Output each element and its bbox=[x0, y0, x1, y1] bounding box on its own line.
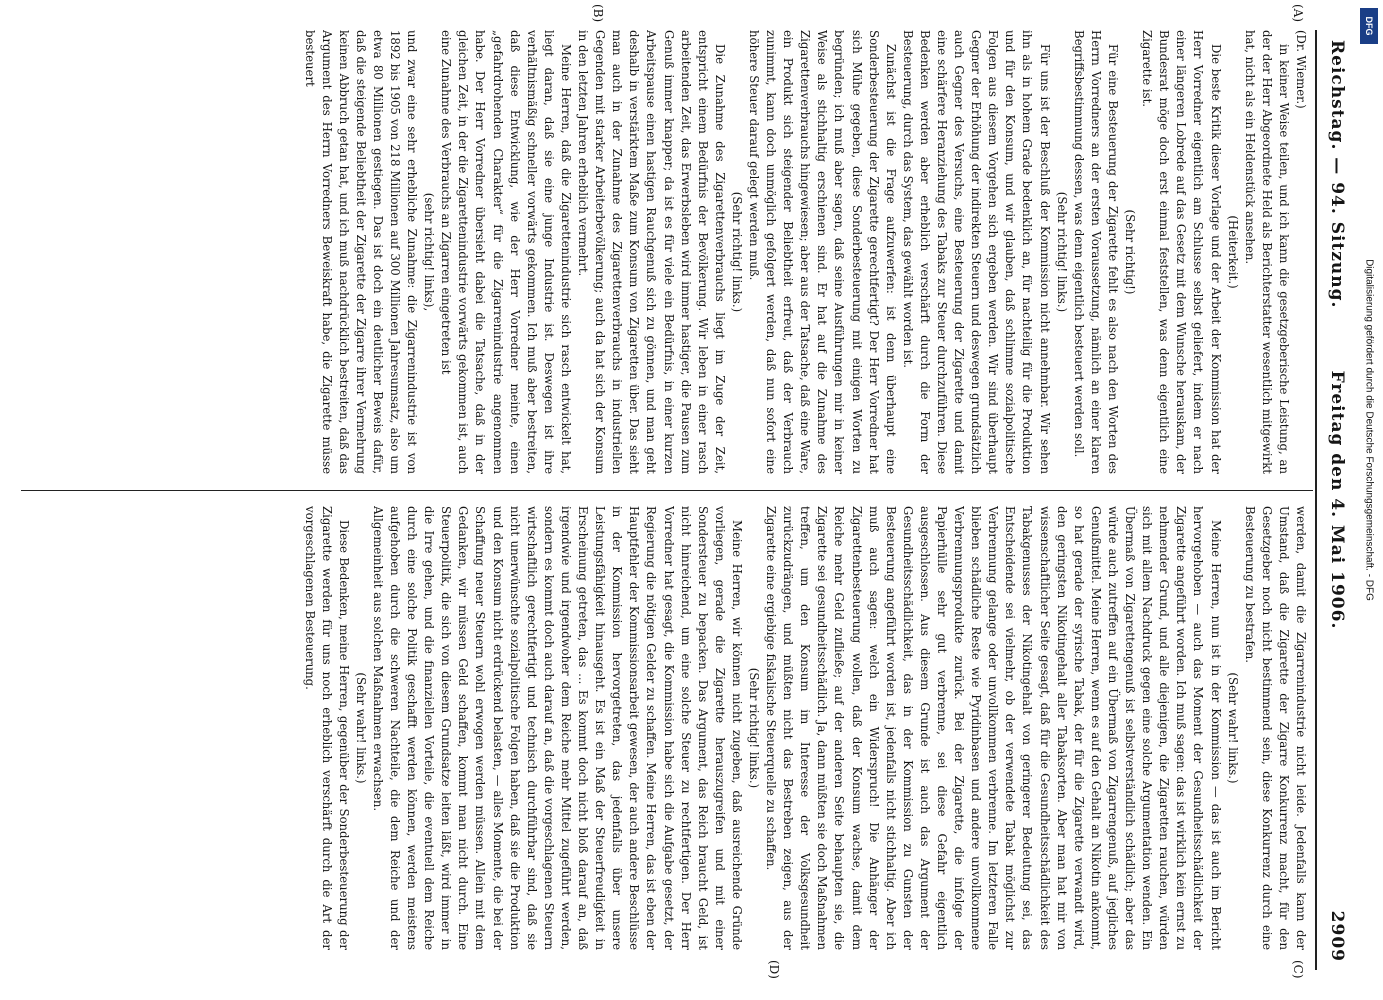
margin-mark-d: (D) bbox=[767, 960, 781, 979]
paragraph: und zwar eine sehr erhebliche Zunahme: die Zigarrenindustrie ist von 1892 bis 1905 von 218 Millionen auf 300 Millionen Jahresumsatz, also um etwa 80 Millionen gestiegen. Das ist doch ein deutlicher Beweis dafür, daß die steigende Beliebtheit der Zigarette der Zigarre ihrer Vermehrung keinen Abbruch getan hat, und ich muß nachdrücklich bestreiten, daß das Argument des Herrn Vorredners Beweiskraft habe, die Zigarette müsse besteuert bbox=[302, 30, 420, 474]
header-date: Freitag den 4. Mai 1906. bbox=[1327, 370, 1347, 630]
header-left: Reichstag. — 94. Sitzung. bbox=[1327, 40, 1347, 309]
paragraph: Meine Herren, daß die Zigarettenindustrie sich rasch entwickelt hat, liegt daran, daß sie eine junge Industrie ist. Deswegen ist ihre verhältnismäßig schneller vorwärts gekommen. Ich muß aber bestreiten, daß diese Entwicklung, wie der Herr Vorredner meinte, einen „gefahrdrohenden Charakter“ für die Zigarrenindustrie angenommen habe. Der Herr Vorredner übersieht dabei die Tatsache, daß in der gleichen Zeit, in der die Zigarettenindustrie vorwärts gekommen ist, auch eine Zunahme des Verbrauchs an Zigarren eingetreten ist bbox=[439, 30, 573, 474]
left-column bbox=[21, 30, 1309, 474]
paragraph: werden, damit die Zigarrenindustrie nicht leide. Jedenfalls kann der Umstand, daß die Zigarette der Zigarre Konkurrenz macht, für den Gesetzgeber noch nicht bestimmend sein, diese Konkurrenz durch eine Besteuerung zu bestrafen. bbox=[1242, 506, 1308, 950]
interjection: (Heiterkeit.) bbox=[1225, 215, 1240, 289]
dfg-logo: DFG bbox=[1360, 8, 1378, 44]
interjection: (Sehr wahr! links.) bbox=[1225, 672, 1240, 784]
column-divider bbox=[21, 490, 1313, 491]
right-column bbox=[21, 506, 1309, 950]
paragraph: Diese Bedenken, meine Herren, gegenüber der Sonderbesteuerung der Zigarette werden für uns noch erheblich verschärft durch die Art der vorgeschlagenen Besteuerung. bbox=[302, 506, 351, 950]
paragraph: Die Zunahme des Zigarettenverbrauchs liegt im Zuge der Zeit, entspricht einem Bedürfnis der Bevölkerung. Wir leben in einer rasch arbeitenden Zeit, das Erwerbsleben wird immer hastiger, die Pausen zum Genuß immer knapper; da ist es für viele ein Bedürfnis, in einer kurzen Arbeitspause einen hastigen Rauchgenuß sich zu gönnen, und man geht deshalb in verstärktem Maße zum Konsum von Zigaretten über. Das sieht man auch in der Zunahme des Zigarettenverbrauchs in industriellen Gegenden mit starker Arbeiterbevölkerung; auch da hat sich der Konsum in den letzten Jahren erheblich vermehrt. bbox=[576, 30, 727, 474]
paragraph: Meine Herren, wir können nicht zugeben, daß ausreichende Gründe vorliegen, gerade die Zigarette herauszugreifen und mit einer Sondersteuer zu bepacken. Das Argument, das Reich braucht Geld, ist nicht hinreichend, um eine solche Steuer zu rechtfertigen. Der Herr Vorredner hat gesagt, die Kommission habe sich die Aufgabe gesetzt, der Regierung die nötigen Gelder zu schaffen. Meine Herren, das ist eben der Hauptfehler der Kommissionsarbeit gewesen, der auch andere Beschlüsse in der Kommission hervorgetreten, das jedenfalls über unsere Leistungsfähigkeit hinausgeht. Es ist ein Maß der Steuerfreudigkeit in Erscheinung getreten, das ... Es kommt doch nicht bloß darauf an, daß irgendwie und irgendwoher dem Reiche mehr Mittel zugeführt werden, sondern es kommt doch auch darauf an, daß die vorgeschlagenen Steuern wirtschaftlich gerechtfertigt und technisch durchführbar sind, daß sie nicht unerwünschte sozialpolitische Folgen haben, daß sie die Produktion und den Konsum nicht erdrückend belasten, — alles Momente, die bei der Schaffung neuer Steuern wohl erwogen werden müssen. Allein mit dem Gedanken, wir müssen Geld schaffen, kommt man nicht durch. Eine Steuerpolitik, die sich von diesem Grundsatze leiten läßt, wird immer in die Irre gehen, und die finanziellen Vorteile, die eventuell dem Reiche durch eine solche Politik geschafft werden können, werden meistens aufgehoben durch die schweren Nachteile, die dem Reiche und der Allgemeinheit aus solchen Maßnahmen erwachsen. bbox=[370, 506, 744, 950]
interjection: (Sehr richtig! links.) bbox=[1054, 191, 1069, 313]
paragraph: Die beste Kritik dieser Vorlage und der Arbeit der Kommission hat der Herr Vorredner eigentlich am Schlusse selbst geliefert, indem er nach einer längeren Lobrede auf das Gesetz mit dem Wunsche herauskam, der Bundesrat möge doch erst einmal feststellen, was denn eigentlich eine Zigarette ist. bbox=[1140, 30, 1223, 474]
page-header bbox=[1319, 30, 1349, 970]
paragraph: Für eine Besteuerung der Zigarette fehlt es also nach den Worten des Herrn Vorredners an der ersten Voraussetzung, nämlich an einer klaren Begriffsbestimmung dessen, was denn eigentlich besteuert werden soll. bbox=[1071, 30, 1120, 474]
interjection: (Sehr richtig!) bbox=[1123, 209, 1138, 295]
credit-text: Digitalisierung gefördert durch die Deutsche Forschungsgemeinschaft. - DFG bbox=[1363, 259, 1375, 601]
digitization-credit bbox=[1358, 0, 1380, 1000]
margin-mark-b: (B) bbox=[591, 4, 605, 23]
margin-mark-a: (A) bbox=[1291, 4, 1305, 23]
page-number: 2909 bbox=[1327, 910, 1347, 962]
paragraph: in keiner Weise teilen, und ich kann die gesetzgeberische Leistung, an der der Herr Abgeordnete Held als Berichterstatter wesentlich mitgewirkt hat, nicht als ein Heldenstück ansehen. bbox=[1242, 30, 1291, 474]
paragraph: Für uns ist der Beschluß der Kommission nicht annehmbar. Wir sehen ihn als in hohem Grade bedenklich an, für nachteilig für die Produktion und für den Konsum, und wir glauben, daß schlimme sozialpolitische Folgen aus diesem Vorgehen sich ergeben werden. Wir sind überhaupt Gegner der Erhöhung der indirekten Steuern und deswegen grundsätzlich auch Gegner des Versuchs, eine Besteuerung der Zigarette und damit eine schärfere Heranziehung des Tabaks zur Steuer durchzuführen. Diese Bedenken werden aber erheblich verschärft durch die Form der Besteuerung, durch das System, das gewählt worden ist. bbox=[900, 30, 1052, 474]
newspaper-page bbox=[21, 4, 1361, 979]
interjection: (Sehr richtig! links.) bbox=[729, 191, 744, 313]
paragraph: Meine Herren, nun ist in der Kommission — das ist auch im Bericht hervorgehoben — auch das Moment der Gesundheitsschädlichkeit der Zigarette angeführt worden. Ich muß sagen: das ist wirklich kein ernst zu nehmender Grund, und alle diejenigen, die Zigaretten rauchen, würden sich mit allem Nachdruck gegen eine solche Argumentation wenden. Ein Übermaß von Zigarettengenuß ist selbstverständlich schädlich; aber das würde auch zutreffen auf ein Übermaß von Zigarrengenuß, auf jegliches Genußmittel. Meine Herren, wenn es auf den Gehalt an Nikotin ankommt, so hat gerade der syrische Tabak, der für die Zigarette verwandt wird, den geringsten Nikotingehalt aller Tabaksorten. Aber man hat mir von wissenschaftlicher Seite gesagt, daß für die Gesundheitsschädlichkeit des Tabakgenusses der Nikotingehalt von geringerer Bedeutung sei, das Entscheidende sei vielmehr, ob der verwendete Tabak möglichst zur Verbrennung gelange oder unvollkommen verbrenne. Im letzteren Falle blieben schädliche Reste wie Pyridinbasen und andere unvollkommene Verbrennungsprodukte zurück. Bei der Zigarette, die infolge der Papierhülle sehr gut verbrenne, sei diese Gefahr eigentlich ausgeschlossen. Aus diesem Grunde ist auch das Argument der Gesundheitsschädlichkeit, das in der Kommission zu Gunsten der Besteuerung angeführt worden ist, jedenfalls nicht stichhaltig. Aber ich muß auch sagen: welch ein Widerspruch! Die Anhänger der Zigarettenbesteuerung wollen, daß der Konsum wachse, damit dem Reiche mehr Geld zufließe; auf der anderen Seite behaupten sie, die Zigarette sei gesundheitsschädlich. Ja, dann müßten sie doch Maßnahmen treffen, um den Konsum im Interesse der Volksgesundheit zurückzudrängen, und müßten nicht das Bestreben zeigen, aus der Zigarette eine ergiebige fiskalische Steuerquelle zu schaffen. bbox=[764, 506, 1223, 950]
interjection: (Sehr wahr! links.) bbox=[353, 672, 368, 784]
interjection: (sehr richtig! links), bbox=[422, 192, 437, 312]
paragraph: Zunächst ist die Frage aufzuwerfen: ist denn überhaupt eine Sonderbesteuerung der Zigarette gerechtfertigt? Der Herr Vorredner hat sich Mühe gegeben, diese Sonderbesteuerung mit einigen Worten zu begründen; ich muß aber sagen, daß seine Ausführungen mir in keiner Weise als stichhaltig erschienen sind. Er hat auf die Zunahme des Zigarettenverbrauchs hingewiesen; aber aus der Tatsache, daß eine Ware, ein Produkt sich steigender Beliebtheit erfreut, daß der Verbrauch zunimmt, kann doch unmöglich gefolgert werden, daß nun sofort eine höhere Steuer darauf gelegt werden muß. bbox=[747, 30, 898, 474]
margin-mark-c: (C) bbox=[1291, 960, 1305, 979]
speaker-label: (Dr. Wiemer.) bbox=[1294, 30, 1308, 109]
header-rule bbox=[1315, 30, 1317, 970]
interjection: (Sehr richtig! links.) bbox=[747, 667, 761, 789]
